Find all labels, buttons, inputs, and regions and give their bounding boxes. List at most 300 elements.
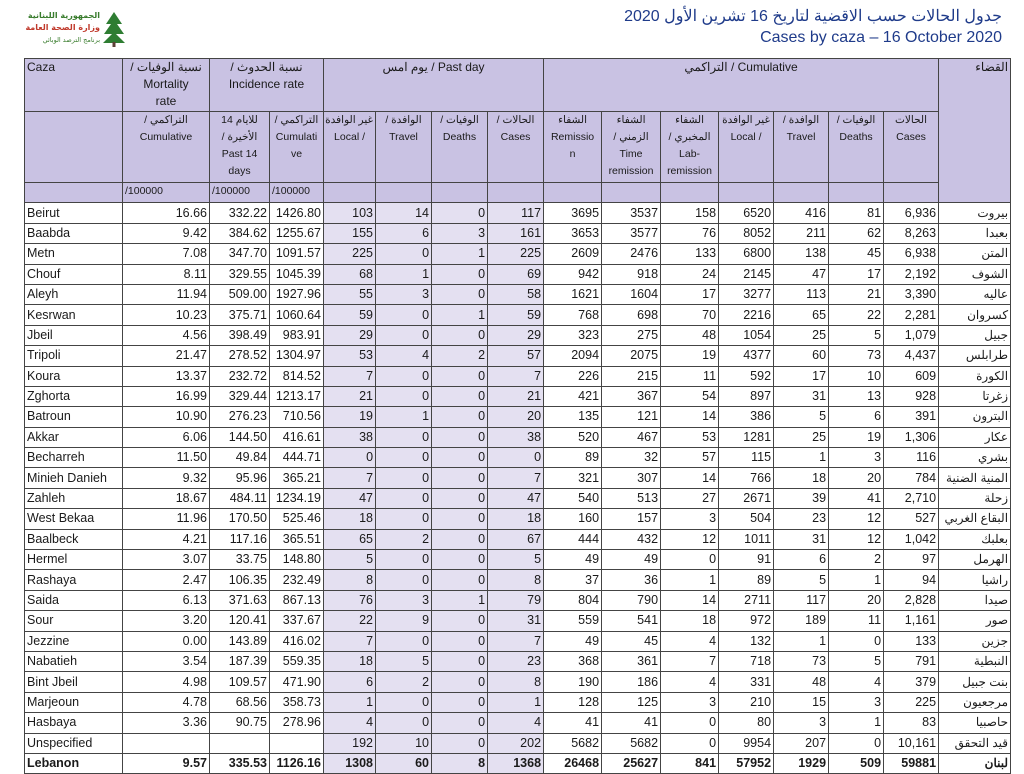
- cell-rem: 89: [544, 448, 602, 468]
- cell-inccum: 1060.64: [270, 305, 324, 325]
- cell-caza: Unspecified: [25, 733, 123, 753]
- sub-mortality-cumulative-en: Cumulative: [139, 131, 193, 143]
- cell-caza: Baabda: [25, 223, 123, 243]
- cell-c-deaths: 22: [829, 305, 884, 325]
- cell-c-local: 2671: [719, 488, 774, 508]
- cell-mort: 3.54: [123, 651, 210, 671]
- sub-incidence-14days-ar2: الأخيرة /: [221, 131, 258, 143]
- cell-pd-deaths: 0: [432, 611, 488, 631]
- header-past-day: يوم امس / Past day: [324, 59, 544, 112]
- table-row: [25, 407, 1011, 427]
- cell-inccum: 1304.97: [270, 346, 324, 366]
- cell-pd-local: 47: [324, 488, 376, 508]
- cell-pd-cases: 21: [488, 386, 544, 406]
- cell-time: 1604: [602, 284, 661, 304]
- cell-pd-deaths: 0: [432, 529, 488, 549]
- cell-rem: 5682: [544, 733, 602, 753]
- header-mortality-ar: نسبة الوفيات /: [130, 60, 202, 74]
- cell-pd-travel: 1: [376, 407, 432, 427]
- table-row: [25, 713, 1011, 733]
- cell-inc14: 143.89: [210, 631, 270, 651]
- cell-inccum: 1426.80: [270, 203, 324, 223]
- sub-pastday-local-en: Local /: [334, 131, 365, 143]
- cell-pd-local: 1: [324, 692, 376, 712]
- table-body: [25, 203, 1011, 774]
- cell-mort: 4.98: [123, 672, 210, 692]
- sub-incidence-cumulative: [270, 112, 324, 183]
- cell-lab: 0: [661, 550, 719, 570]
- sub-cum-local-en: Local /: [730, 131, 762, 143]
- sub-cum-cases-en: Cases: [896, 131, 926, 143]
- cell-pd-local: 21: [324, 386, 376, 406]
- cell-rem: 160: [544, 509, 602, 529]
- table-row: [25, 488, 1011, 508]
- cell-pd-local: 7: [324, 468, 376, 488]
- cell-inccum: 867.13: [270, 590, 324, 610]
- cell-c-travel: 117: [774, 590, 829, 610]
- cell-caza: Sour: [25, 611, 123, 631]
- cell-c-travel: 48: [774, 672, 829, 692]
- cell-pd-cases: 29: [488, 325, 544, 345]
- sub-pastday-deaths: [432, 112, 488, 183]
- table-row: [25, 325, 1011, 345]
- cell-pd-local: 53: [324, 346, 376, 366]
- cell-pd-travel: 0: [376, 713, 432, 733]
- cell-inc14: 95.96: [210, 468, 270, 488]
- cell-c-local: 592: [719, 366, 774, 386]
- cell-inccum: 148.80: [270, 550, 324, 570]
- cell-rem: 520: [544, 427, 602, 447]
- cell-pd-deaths: 0: [432, 692, 488, 712]
- unit-blank: [25, 183, 123, 203]
- cell-c-travel: 5: [774, 407, 829, 427]
- cell-inccum: 1234.19: [270, 488, 324, 508]
- cell-c-deaths: 12: [829, 529, 884, 549]
- cell-pd-deaths: 0: [432, 264, 488, 284]
- cell-rem: 321: [544, 468, 602, 488]
- cell-rem: 2609: [544, 244, 602, 264]
- cell-pd-local: 8: [324, 570, 376, 590]
- cell-pd-travel: 6: [376, 223, 432, 243]
- sub-cum-remission-ar: الشفاء: [558, 114, 587, 126]
- cell-time: 698: [602, 305, 661, 325]
- cell-c-travel: 60: [774, 346, 829, 366]
- cell-pd-local: 19: [324, 407, 376, 427]
- cell-c-local: 91: [719, 550, 774, 570]
- unit-incidence-14: /100000: [210, 183, 270, 203]
- cell-rem: 942: [544, 264, 602, 284]
- cell-time: 32: [602, 448, 661, 468]
- cell-pd-deaths: 0: [432, 284, 488, 304]
- cell-ar: بيروت: [939, 203, 1011, 223]
- table-row: [25, 529, 1011, 549]
- cell-c-local: 2711: [719, 590, 774, 610]
- sub-cum-travel-en: Travel: [786, 131, 816, 143]
- cell-c-local: 89: [719, 570, 774, 590]
- sub-cum-lab-remission: [661, 112, 719, 183]
- ministry-logo: [14, 8, 126, 52]
- cell-c-cases: 6,936: [884, 203, 939, 223]
- cell-pd-deaths: 0: [432, 203, 488, 223]
- cell-caza: Lebanon: [25, 753, 123, 773]
- header-row-1: [25, 59, 1011, 112]
- cell-inccum: [270, 733, 324, 753]
- cell-inc14: 276.23: [210, 407, 270, 427]
- cell-c-deaths: 3: [829, 448, 884, 468]
- header-mortality-en2: rate: [155, 94, 177, 108]
- cell-pd-cases: 58: [488, 284, 544, 304]
- cell-mort: 18.67: [123, 488, 210, 508]
- cell-time: 2075: [602, 346, 661, 366]
- cell-c-travel: 31: [774, 529, 829, 549]
- logo-line-3: برنامج الترصد الوبائي: [42, 36, 100, 44]
- cell-inc14: 332.22: [210, 203, 270, 223]
- unit-blank: [774, 183, 829, 203]
- cell-time: 3537: [602, 203, 661, 223]
- cell-mort: 21.47: [123, 346, 210, 366]
- cell-pd-local: 5: [324, 550, 376, 570]
- cell-pd-deaths: 0: [432, 488, 488, 508]
- cell-rem: 226: [544, 366, 602, 386]
- cell-c-local: 6520: [719, 203, 774, 223]
- cell-ar: النبطية: [939, 651, 1011, 671]
- cell-pd-deaths: 3: [432, 223, 488, 243]
- table-row: [25, 509, 1011, 529]
- cell-caza: Nabatieh: [25, 651, 123, 671]
- cell-caza: Koura: [25, 366, 123, 386]
- cell-ar: بنت جبيل: [939, 672, 1011, 692]
- cell-c-cases: 8,263: [884, 223, 939, 243]
- cell-pd-cases: 5: [488, 550, 544, 570]
- cell-ar: زغرتا: [939, 386, 1011, 406]
- cell-time: 541: [602, 611, 661, 631]
- unit-blank: [719, 183, 774, 203]
- cell-pd-local: 29: [324, 325, 376, 345]
- logo-text: [14, 10, 100, 46]
- cell-ar: البقاع الغربي: [939, 509, 1011, 529]
- cell-c-travel: 18: [774, 468, 829, 488]
- cell-inc14: 347.70: [210, 244, 270, 264]
- cell-mort: 7.08: [123, 244, 210, 264]
- cell-pd-travel: 0: [376, 488, 432, 508]
- cell-pd-travel: 1: [376, 264, 432, 284]
- cell-pd-local: 38: [324, 427, 376, 447]
- sub-cum-lab-remission-ar2: المخبري /: [668, 131, 711, 143]
- cell-c-travel: 211: [774, 223, 829, 243]
- cell-ar: البترون: [939, 407, 1011, 427]
- table-row: [25, 590, 1011, 610]
- cell-pd-local: 225: [324, 244, 376, 264]
- cell-lab: 4: [661, 672, 719, 692]
- cell-ar: قيد التحقق: [939, 733, 1011, 753]
- cell-c-deaths: 1: [829, 713, 884, 733]
- unit-incidence-cum: /100000: [270, 183, 324, 203]
- cell-inc14: 375.71: [210, 305, 270, 325]
- cell-lab: 17: [661, 284, 719, 304]
- cell-lab: 14: [661, 468, 719, 488]
- cell-pd-deaths: 0: [432, 448, 488, 468]
- cell-pd-travel: 3: [376, 284, 432, 304]
- cell-c-cases: 391: [884, 407, 939, 427]
- cell-c-travel: 1929: [774, 753, 829, 773]
- cell-c-cases: 2,828: [884, 590, 939, 610]
- cell-c-deaths: 3: [829, 692, 884, 712]
- cell-pd-cases: 225: [488, 244, 544, 264]
- table-row: [25, 305, 1011, 325]
- cell-pd-travel: 0: [376, 692, 432, 712]
- cell-c-local: 972: [719, 611, 774, 631]
- cell-lab: 1: [661, 570, 719, 590]
- cell-c-deaths: 81: [829, 203, 884, 223]
- sub-cum-lab-remission-ar1: الشفاء: [675, 114, 704, 126]
- cell-mort: 13.37: [123, 366, 210, 386]
- cell-pd-travel: 0: [376, 550, 432, 570]
- cell-pd-local: 7: [324, 366, 376, 386]
- cell-c-cases: 928: [884, 386, 939, 406]
- sub-cum-remission-en1: Remissio: [550, 131, 595, 143]
- cell-inccum: 337.67: [270, 611, 324, 631]
- cell-pd-travel: 14: [376, 203, 432, 223]
- cell-pd-travel: 0: [376, 448, 432, 468]
- cell-pd-deaths: 0: [432, 509, 488, 529]
- sub-cum-cases: [884, 112, 939, 183]
- cell-caza: West Bekaa: [25, 509, 123, 529]
- unit-blank: [544, 183, 602, 203]
- cell-pd-cases: 67: [488, 529, 544, 549]
- cell-caza: Marjeoun: [25, 692, 123, 712]
- cell-rem: 323: [544, 325, 602, 345]
- cell-pd-cases: 7: [488, 366, 544, 386]
- cell-inc14: 187.39: [210, 651, 270, 671]
- cell-ar: عاليه: [939, 284, 1011, 304]
- sub-pastday-travel-en: Travel: [389, 131, 418, 143]
- cell-c-local: 57952: [719, 753, 774, 773]
- cell-c-travel: 31: [774, 386, 829, 406]
- cell-ar: زحلة: [939, 488, 1011, 508]
- cell-inccum: 358.73: [270, 692, 324, 712]
- cell-c-travel: 416: [774, 203, 829, 223]
- cell-pd-travel: 0: [376, 366, 432, 386]
- header-incidence-ar: نسبة الحدوث /: [230, 60, 303, 74]
- table-row: [25, 386, 1011, 406]
- cell-c-deaths: 10: [829, 366, 884, 386]
- cell-pd-cases: 8: [488, 570, 544, 590]
- cell-ar: كسروان: [939, 305, 1011, 325]
- cell-pd-cases: 31: [488, 611, 544, 631]
- cell-c-local: 386: [719, 407, 774, 427]
- cell-c-deaths: 17: [829, 264, 884, 284]
- cell-pd-travel: 4: [376, 346, 432, 366]
- cell-time: 275: [602, 325, 661, 345]
- cell-pd-local: 0: [324, 448, 376, 468]
- cell-inccum: 1213.17: [270, 386, 324, 406]
- cell-ar: عكار: [939, 427, 1011, 447]
- cell-caza: Rashaya: [25, 570, 123, 590]
- cell-time: 45: [602, 631, 661, 651]
- cell-c-deaths: 21: [829, 284, 884, 304]
- cell-c-travel: 47: [774, 264, 829, 284]
- cell-inc14: 398.49: [210, 325, 270, 345]
- cell-pd-cases: 4: [488, 713, 544, 733]
- cell-pd-deaths: 0: [432, 713, 488, 733]
- cell-pd-local: 4: [324, 713, 376, 733]
- cell-c-local: 9954: [719, 733, 774, 753]
- cell-pd-deaths: 2: [432, 346, 488, 366]
- cell-caza: Jezzine: [25, 631, 123, 651]
- cell-inccum: 710.56: [270, 407, 324, 427]
- cell-rem: 804: [544, 590, 602, 610]
- sub-cum-time-remission-en2: remission: [608, 165, 654, 177]
- cell-pd-deaths: 0: [432, 550, 488, 570]
- cell-pd-cases: 1368: [488, 753, 544, 773]
- cell-pd-local: 59: [324, 305, 376, 325]
- table-row: [25, 448, 1011, 468]
- cell-caza: Kesrwan: [25, 305, 123, 325]
- cell-rem: 41: [544, 713, 602, 733]
- cell-ar: المتن: [939, 244, 1011, 264]
- cell-c-local: 6800: [719, 244, 774, 264]
- cell-mort: 11.50: [123, 448, 210, 468]
- sub-incidence-14days-en1: Past 14: [221, 148, 258, 160]
- unit-blank: [602, 183, 661, 203]
- cell-c-cases: 379: [884, 672, 939, 692]
- cell-rem: 135: [544, 407, 602, 427]
- cell-c-cases: 1,306: [884, 427, 939, 447]
- cell-inc14: 371.63: [210, 590, 270, 610]
- cell-inccum: 1927.96: [270, 284, 324, 304]
- cell-pd-cases: 38: [488, 427, 544, 447]
- cell-c-cases: 527: [884, 509, 939, 529]
- table-row: [25, 611, 1011, 631]
- sub-cum-local: [719, 112, 774, 183]
- table-row: [25, 427, 1011, 447]
- total-row: [25, 753, 1011, 773]
- unit-blank: [661, 183, 719, 203]
- cell-pd-deaths: 8: [432, 753, 488, 773]
- cell-rem: 559: [544, 611, 602, 631]
- cell-c-cases: 2,281: [884, 305, 939, 325]
- table-row: [25, 244, 1011, 264]
- cell-c-travel: 138: [774, 244, 829, 264]
- cell-pd-travel: 9: [376, 611, 432, 631]
- cell-rem: 128: [544, 692, 602, 712]
- cell-c-travel: 65: [774, 305, 829, 325]
- cell-inc14: 484.11: [210, 488, 270, 508]
- cell-c-cases: 94: [884, 570, 939, 590]
- cell-c-cases: 609: [884, 366, 939, 386]
- cell-c-local: 1011: [719, 529, 774, 549]
- cell-c-travel: 189: [774, 611, 829, 631]
- cell-c-deaths: 19: [829, 427, 884, 447]
- cell-c-local: 3277: [719, 284, 774, 304]
- sub-pastday-cases: [488, 112, 544, 183]
- cell-caza: Saida: [25, 590, 123, 610]
- sub-mortality-cumulative-ar: التراكمي /: [144, 114, 188, 126]
- unit-mortality: /100000: [123, 183, 210, 203]
- table-row: [25, 570, 1011, 590]
- cell-c-local: 766: [719, 468, 774, 488]
- cell-c-travel: 25: [774, 325, 829, 345]
- sub-incidence-14days-ar1: للايام 14: [221, 114, 258, 126]
- cell-c-cases: 1,042: [884, 529, 939, 549]
- table-row: [25, 264, 1011, 284]
- cell-pd-cases: 161: [488, 223, 544, 243]
- sub-cum-time-remission-ar1: الشفاء: [616, 114, 646, 126]
- cell-mort: 11.94: [123, 284, 210, 304]
- cases-table: [24, 58, 1011, 774]
- cell-pd-cases: 8: [488, 672, 544, 692]
- cell-ar: الشوف: [939, 264, 1011, 284]
- cell-rem: 3695: [544, 203, 602, 223]
- cell-pd-cases: 1: [488, 692, 544, 712]
- sub-cum-lab-remission-en1: Lab-: [679, 148, 701, 160]
- cell-mort: 9.32: [123, 468, 210, 488]
- cell-time: 3577: [602, 223, 661, 243]
- cell-inc14: 106.35: [210, 570, 270, 590]
- cell-rem: 768: [544, 305, 602, 325]
- cell-lab: 27: [661, 488, 719, 508]
- table-row: [25, 733, 1011, 753]
- cell-caza: Baalbeck: [25, 529, 123, 549]
- cell-c-cases: 133: [884, 631, 939, 651]
- cell-pd-cases: 0: [488, 448, 544, 468]
- cell-inccum: 559.35: [270, 651, 324, 671]
- header-row-2: [25, 112, 1011, 183]
- cell-caza: Hermel: [25, 550, 123, 570]
- sub-cum-local-ar: غير الوافدة: [722, 114, 770, 126]
- cell-c-deaths: 1: [829, 570, 884, 590]
- cell-inc14: 68.56: [210, 692, 270, 712]
- cell-pd-cases: 117: [488, 203, 544, 223]
- cell-mort: 4.78: [123, 692, 210, 712]
- cell-c-travel: 3: [774, 713, 829, 733]
- cell-pd-travel: 0: [376, 570, 432, 590]
- cell-rem: 190: [544, 672, 602, 692]
- cell-inccum: 471.90: [270, 672, 324, 692]
- sub-cum-time-remission-en1: Time: [619, 148, 643, 160]
- cell-lab: 158: [661, 203, 719, 223]
- cell-c-cases: 97: [884, 550, 939, 570]
- cell-lab: 7: [661, 651, 719, 671]
- cell-caza: Bint Jbeil: [25, 672, 123, 692]
- sub-incidence-14days: [210, 112, 270, 183]
- cell-caza: Jbeil: [25, 325, 123, 345]
- cell-pd-local: 18: [324, 509, 376, 529]
- cell-inccum: 365.21: [270, 468, 324, 488]
- sub-pastday-deaths-ar: الوفيات /: [440, 114, 479, 126]
- unit-blank: [432, 183, 488, 203]
- cell-mort: 3.36: [123, 713, 210, 733]
- cell-inc14: 329.44: [210, 386, 270, 406]
- sub-pastday-local-ar: غير الوافدة: [325, 114, 374, 126]
- cell-inc14: 120.41: [210, 611, 270, 631]
- cell-pd-local: 6: [324, 672, 376, 692]
- cell-c-local: 1281: [719, 427, 774, 447]
- title-english: Cases by caza – 16 October 2020: [760, 29, 1002, 46]
- cell-lab: 19: [661, 346, 719, 366]
- cell-pd-cases: 18: [488, 509, 544, 529]
- cell-mort: 10.23: [123, 305, 210, 325]
- cell-c-deaths: 73: [829, 346, 884, 366]
- header-mortality: [123, 59, 210, 112]
- cell-lab: 57: [661, 448, 719, 468]
- cell-c-cases: 6,938: [884, 244, 939, 264]
- sub-cum-time-remission-ar2: الزمني /: [613, 131, 649, 143]
- cell-c-travel: 39: [774, 488, 829, 508]
- cell-mort: 4.21: [123, 529, 210, 549]
- cell-inc14: 49.84: [210, 448, 270, 468]
- table-row: [25, 672, 1011, 692]
